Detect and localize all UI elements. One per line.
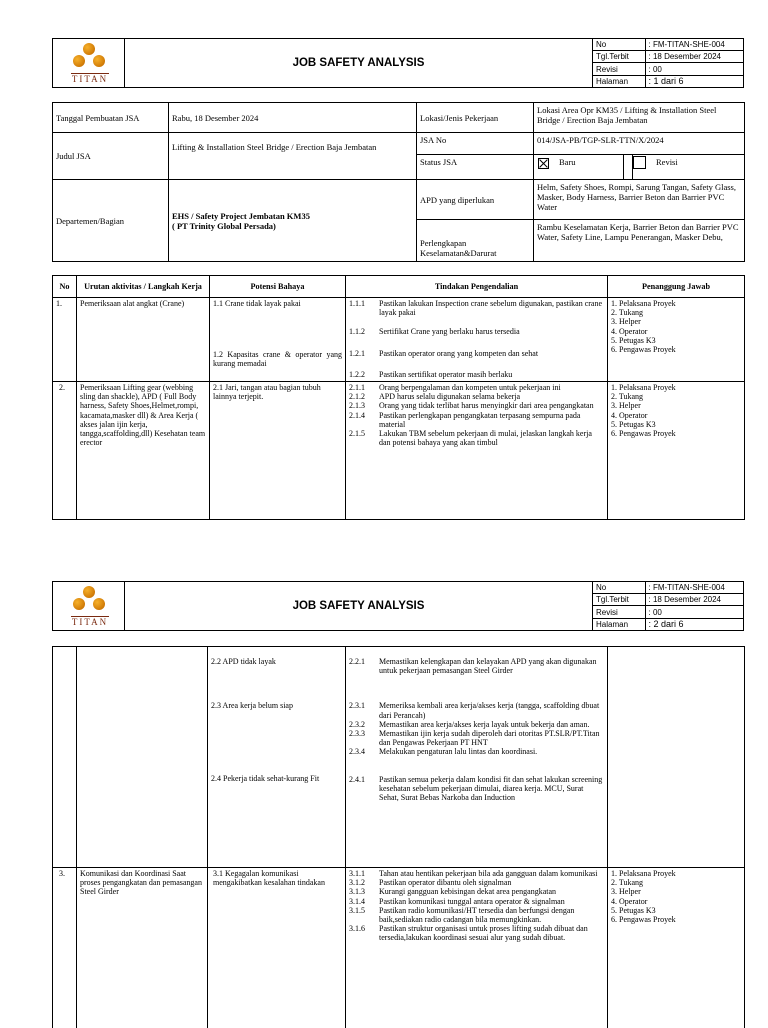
logo-ball-icon: [93, 55, 105, 67]
jsa-header-page-1: [52, 38, 744, 88]
status-label: Status JSA: [417, 155, 534, 180]
logo-ball-icon: [93, 598, 105, 610]
row-penanggung: [608, 647, 745, 868]
jsa-info-table: [52, 102, 745, 262]
apd-value: Helm, Safety Shoes, Rompi, Sarung Tangan, Safety Glass, Masker, Body Harness, Barrier Beton dan Barrier PVC Water: [534, 180, 745, 220]
tindakan-item: 3.1.5 Pastikan radio komunikasi/HT tersedia dan berfungsi dengan baik,sediakan radio cadangan bila memungkinkan.: [349, 905, 575, 925]
meta-key: Halaman: [593, 75, 645, 87]
tindakan-item: 3.1.3 Kurangi gangguan kebisingan dekat area pengangkatan: [349, 887, 557, 897]
bahaya-item: 1.2 Kapasitas crane & operator yang kurang memadai: [213, 350, 342, 369]
document-meta: [593, 39, 743, 87]
row-number: 1.: [53, 298, 77, 382]
meta-key: Tgl.Terbit: [593, 51, 645, 63]
departemen-company: ( PT Trinity Global Persada): [172, 220, 276, 231]
meta-value: : 00: [645, 63, 743, 75]
lokasi-value: Lokasi Area Opr KM35 / Lifting & Installation Steel Bridge / Erection Baja Jembatan: [534, 103, 745, 133]
jsa-no-value: 014/JSA-PB/TGP-SLR-TTN/X/2024: [534, 133, 745, 155]
row-bahaya: [210, 382, 346, 520]
departemen-label: Departemen/Bagian: [53, 180, 169, 262]
tindakan-item: 1.2.2 Pastikan sertifikat operator masih berlaku: [349, 369, 513, 379]
row-bahaya: [208, 647, 346, 868]
column-header-no: No: [53, 276, 77, 298]
meta-key: Revisi: [593, 63, 645, 75]
page-number: : 1 dari 6: [645, 75, 743, 87]
logo-ball-icon: [83, 43, 95, 55]
bahaya-item: 3.1 Kegagalan komunikasi mengakibatkan kesalahan tindakan: [213, 869, 325, 888]
logo-text: TITAN: [71, 617, 109, 627]
checkbox-checked-icon[interactable]: [538, 158, 549, 169]
document-title: JOB SAFETY ANALYSIS: [125, 582, 593, 631]
row-aktivitas: Pemeriksaan Lifting gear (webbing sling dan shackle), APD ( Full Body harness, Safety Shoes,Helmet,rompi, kacamata,masker dll) & Area Kerja ( akses jalan ijin kerja, tangga,scaffolding,dll) Kesehatan team erector: [77, 382, 210, 520]
tindakan-item: 1.2.1 Pastikan operator orang yang kompeten dan sehat: [349, 348, 539, 358]
table-row: [53, 298, 745, 382]
jsa-activity-table-page-2: [52, 646, 745, 1028]
bahaya-item: 2.1 Jari, tangan atau bagian tubuh lainnya terjepit.: [213, 383, 321, 402]
tindakan-item: 2.1.2 APD harus selalu digunakan selama bekerja: [349, 392, 521, 402]
meta-value: : FM-TITAN-SHE-004: [645, 39, 743, 51]
row-number: 2.: [53, 382, 77, 520]
document-meta: [593, 582, 743, 630]
tindakan-item: 2.1.1 Orang berpengalaman dan kompeten untuk pekerjaan ini: [349, 383, 561, 392]
tindakan-item: 3.1.2 Pastikan operator dibantu oleh signalman: [349, 878, 512, 888]
row-number: [53, 647, 77, 868]
row-tindakan: [346, 298, 608, 382]
row-penanggung: 1. Pelaksana Proyek 2. Tukang 3. Helper 4. Operator 5. Petugas K3 6. Pengawas Proyek: [608, 382, 745, 520]
lokasi-label: Lokasi/Jenis Pekerjaan: [417, 103, 534, 133]
status-options: [534, 155, 745, 180]
table-row: [53, 647, 745, 868]
tindakan-item: 1.1.2 Sertifikat Crane yang berlaku harus tersedia: [349, 327, 520, 337]
row-number: 3.: [53, 868, 77, 1028]
tindakan-item: 3.1.1 Tahan atau hentikan pekerjaan bila ada gangguan dalam komunikasi: [349, 869, 598, 878]
tindakan-item: 2.1.4 Pastikan perlengkapan pengangkatan terpasang sempurna pada material: [349, 410, 581, 429]
tindakan-item: 2.3.1 Memeriksa kembali area kerja/akses kerja (tangga, scaffolding dbuat dari Perancah): [349, 701, 600, 720]
meta-key: Tgl.Terbit: [593, 594, 645, 606]
logo-ball-icon: [73, 55, 85, 67]
tanggal-label: Tanggal Pembuatan JSA: [53, 103, 169, 133]
company-logo: [53, 582, 125, 631]
meta-value: : 00: [645, 606, 743, 618]
meta-value: : FM-TITAN-SHE-004: [645, 582, 743, 594]
column-header-potensi: Potensi Bahaya: [210, 276, 346, 298]
departemen-name: EHS / Safety Project Jembatan KM35: [172, 210, 310, 221]
departemen-value: [169, 180, 417, 262]
bahaya-item: 2.4 Pekerja tidak sehat-kurang Fit: [211, 774, 320, 784]
logo-ball-icon: [73, 598, 85, 610]
tindakan-item: 2.3.4 Melakukan pengaturan lalu lintas dan koordinasi.: [349, 747, 538, 757]
row-aktivitas: Pemeriksaan alat angkat (Crane): [77, 298, 210, 382]
meta-key: Halaman: [593, 618, 645, 630]
column-header-tindakan: Tindakan Pengendalian: [346, 276, 608, 298]
row-bahaya: [210, 298, 346, 382]
tindakan-item: 2.3.3 Memastikan ijin kerja sudah diperoleh dari otoritas PT.SLR/PT.Titan dan Pengawas Pekerjaan PT HNT: [349, 729, 600, 748]
tindakan-item: 2.1.5 Lakukan TBM sebelum pekerjaan di mulai, jelaskan langkah kerja dan potensi bahaya yang akan timbul: [349, 429, 592, 448]
row-tindakan: [346, 647, 608, 868]
judul-label: Judul JSA: [53, 133, 169, 180]
tindakan-item: 3.1.4 Pastikan komunikasi tunggal antara operator & signalman: [349, 896, 565, 906]
meta-value: : 18 Desember 2024: [645, 594, 743, 606]
row-bahaya: [208, 868, 346, 1028]
apd-label: APD yang diperlukan: [417, 180, 534, 220]
table-row: [53, 868, 745, 1028]
logo-text: TITAN: [71, 74, 109, 84]
column-header-urutan: Urutan aktivitas / Langkah Kerja: [77, 276, 210, 298]
jsa-header-page-2: [52, 581, 744, 631]
tindakan-item: 1.1.1 Pastikan lakukan Inspection crane sebelum digunakan, pastikan crane layak pakai: [349, 299, 603, 318]
jsa-activity-table-page-1: [52, 275, 745, 520]
checkbox-unchecked-icon[interactable]: [633, 156, 646, 169]
status-baru: Baru: [559, 157, 576, 167]
logo-ball-icon: [83, 586, 95, 598]
tindakan-item: 2.2.1 Memastikan kelengkapan dan kelayakan APD yang akan digunakan untuk pekerjaan pemasangan Steel Girder: [349, 657, 597, 676]
judul-value: Lifting & Installation Steel Bridge / Erection Baja Jembatan: [169, 133, 417, 180]
table-row: [53, 382, 745, 520]
column-header-penanggung: Penanggung Jawab: [608, 276, 745, 298]
meta-key: No: [593, 39, 645, 51]
tindakan-item: 3.1.6 Pastikan struktur organisasi untuk proses lifting sudah dibuat dan tersedia,lakukan koordinasi sesuai alur yang sudah dibuat.: [349, 924, 588, 943]
bahaya-item: 1.1 Crane tidak layak pakai: [213, 299, 301, 308]
meta-key: No: [593, 582, 645, 594]
tanggal-value: Rabu, 18 Desember 2024: [169, 103, 417, 133]
company-logo: [53, 39, 125, 88]
meta-key: Revisi: [593, 606, 645, 618]
tindakan-item: 2.4.1 Pastikan semua pekerja dalam kondisi fit dan sehat lakukan screening kesehatan sebelum pekerjaan dimulai, diarea kerja. MCU, Surat Sehat, Surat Bebas Narkoba dan Induction: [349, 774, 603, 803]
document-title: JOB SAFETY ANALYSIS: [125, 39, 593, 88]
perlengkapan-value: Rambu Keselamatan Kerja, Barrier Beton dan Barrier PVC Water, Safety Line, Lampu Penerangan, Masker Debu,: [534, 220, 745, 262]
row-tindakan: [346, 382, 608, 520]
row-tindakan: [346, 868, 608, 1028]
perlengkapan-label: Perlengkapan Keselamatan&Darurat: [417, 220, 534, 262]
tindakan-item: 2.3.2 Memastikan area kerja/akses kerja layak untuk bekerja dan aman.: [349, 719, 590, 729]
status-revisi: Revisi: [656, 157, 678, 167]
row-aktivitas: [77, 647, 208, 868]
page-number: : 2 dari 6: [645, 618, 743, 630]
row-penanggung: 1. Pelaksana Proyek 2. Tukang 3. Helper 4. Operator 5. Petugas K3 6. Pengawas Proyek: [608, 298, 745, 382]
row-aktivitas: Komunikasi dan Koordinasi Saat proses pengangkatan dan pemasangan Steel Girder: [77, 868, 208, 1028]
row-penanggung: 1. Pelaksana Proyek 2. Tukang 3. Helper 4. Operator 5. Petugas K3 6. Pengawas Proyek: [608, 868, 745, 1028]
bahaya-item: 2.3 Area kerja belum siap: [211, 701, 293, 711]
tindakan-item: 2.1.3 Orang yang tidak terlibat harus menyingkir dari area pengangkatan: [349, 401, 594, 411]
bahaya-item: 2.2 APD tidak layak: [211, 657, 276, 666]
jsa-no-label: JSA No: [417, 133, 534, 155]
meta-value: : 18 Desember 2024: [645, 51, 743, 63]
